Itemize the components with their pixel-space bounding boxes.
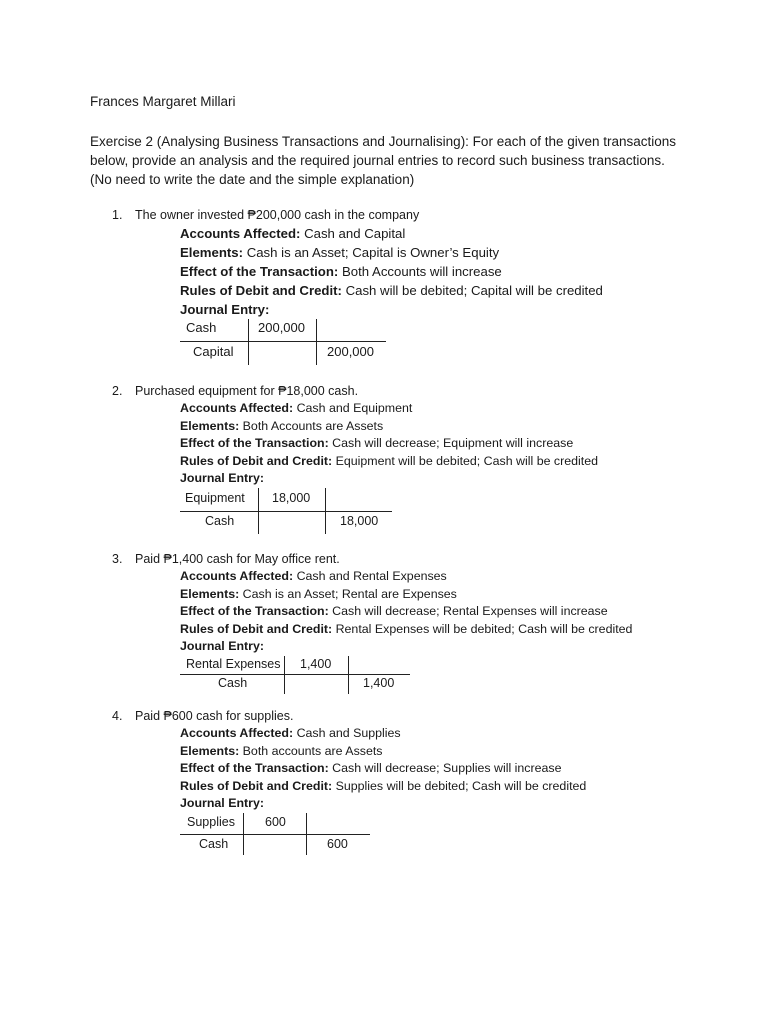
journal-entry-table [180,319,712,365]
debit-account: Supplies [187,814,235,829]
debit-amount: 600 [265,814,286,829]
rules-debit-credit: Rules of Debit and Credit: Equipment will be debited; Cash will be credited [180,453,599,468]
accounts-affected: Accounts Affected: Cash and Supplies [180,726,401,740]
journal-entry-table [180,656,712,694]
exercise-instructions: Exercise 2 (Analysing Business Transactions and Journalising): For each of the given transactions below, provide an analysis and the required journal entries to record such business transactions. (No need to write the date and the simple explanation) [90,134,677,187]
item-number: 4. [112,709,123,723]
credit-amount: 18,000 [340,513,379,528]
credit-account: Cash [199,836,229,851]
transaction-item [112,708,712,855]
item-title: Purchased equipment for ₱18,000 cash. [135,384,359,398]
transaction-item [112,383,712,534]
effect-of-transaction: Effect of the Transaction: Cash will decrease; Rental Expenses will increase [180,604,608,618]
effect-of-transaction: Effect of the Transaction: Cash will decrease; Supplies will increase [180,761,562,775]
item-number: 1. [112,208,123,222]
accounts-affected: Accounts Affected: Cash and Equipment [180,401,413,415]
journal-entry-label: Journal Entry: [180,639,264,653]
credit-account: Cash [205,513,235,528]
journal-entry-label: Journal Entry: [180,471,264,485]
item-title: Paid ₱600 cash for supplies. [135,709,294,723]
debit-amount: 200,000 [258,320,305,335]
elements: Elements: Cash is an Asset; Capital is Owner’s Equity [180,245,500,260]
credit-account: Cash [218,675,248,690]
credit-amount: 1,400 [363,675,395,690]
item-number: 2. [112,384,123,398]
debit-account: Cash [186,320,217,335]
accounts-affected: Accounts Affected: Cash and Capital [180,226,406,241]
elements: Elements: Both accounts are Assets [180,743,383,758]
item-title: The owner invested ₱200,000 cash in the company [135,208,420,222]
effect-of-transaction: Effect of the Transaction: Cash will decrease; Equipment will increase [180,436,574,450]
credit-account: Capital [193,344,234,359]
author-name: Frances Margaret Millari [90,94,236,109]
journal-entry-label: Journal Entry: [180,302,270,317]
debit-account: Equipment [185,490,245,505]
transaction-item [112,551,712,694]
journal-entry-table [180,488,712,534]
item-number: 3. [112,552,123,566]
journal-entry-table [180,813,712,855]
rules-debit-credit: Rules of Debit and Credit: Rental Expenses will be debited; Cash will be credited [180,621,633,636]
elements: Elements: Both Accounts are Assets [180,418,384,433]
journal-entry-label: Journal Entry: [180,796,264,810]
elements: Elements: Cash is an Asset; Rental are Expenses [180,586,457,601]
debit-amount: 1,400 [300,656,332,671]
credit-amount: 600 [327,836,348,851]
debit-amount: 18,000 [272,490,311,505]
debit-account: Rental Expenses [186,656,281,671]
rules-debit-credit: Rules of Debit and Credit: Cash will be debited; Capital will be credited [180,283,603,298]
item-title: Paid ₱1,400 cash for May office rent. [135,552,340,566]
rules-debit-credit: Rules of Debit and Credit: Supplies will be debited; Cash will be credited [180,778,587,793]
accounts-affected: Accounts Affected: Cash and Rental Expenses [180,569,447,583]
effect-of-transaction: Effect of the Transaction: Both Accounts will increase [180,264,502,279]
credit-amount: 200,000 [327,344,374,359]
transaction-item [112,207,712,365]
